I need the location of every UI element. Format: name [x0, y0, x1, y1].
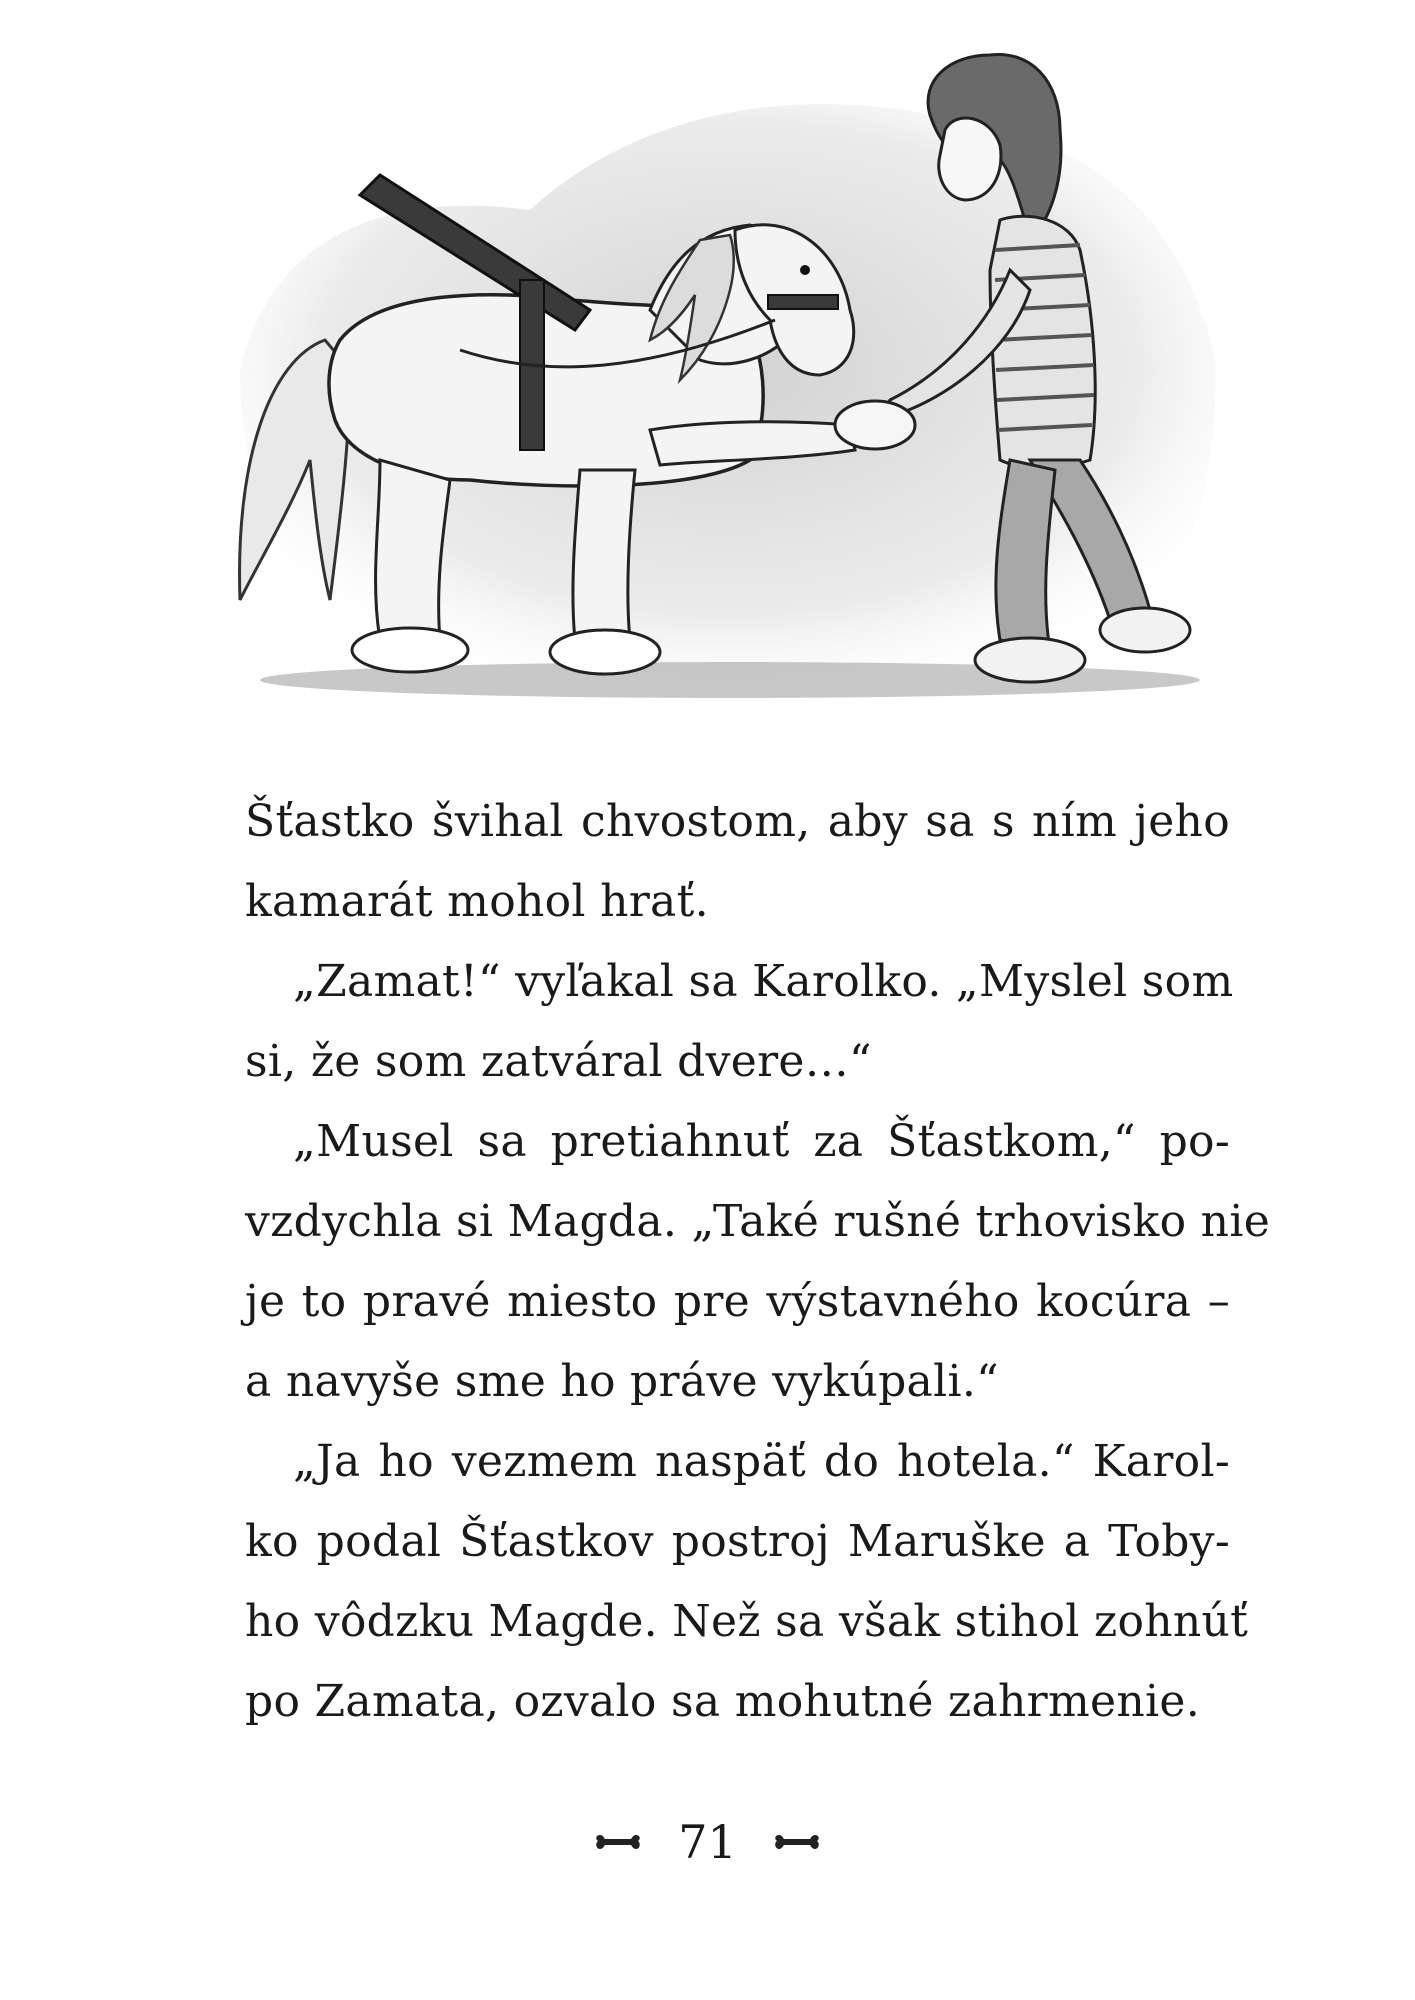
pony-bridle — [768, 295, 838, 309]
pony-and-girl-illustration — [230, 40, 1230, 760]
text-line: „Ja ho vezmem naspäť do hotela.“ Karol- — [293, 1436, 1230, 1487]
paragraph — [245, 782, 1230, 942]
girl-leg-front — [996, 460, 1055, 650]
text-line: ho vôdzku Magde. Než sa však stihol zohnúť — [245, 1596, 1249, 1647]
bone-icon — [773, 1832, 821, 1852]
paragraph — [245, 1102, 1271, 1422]
paragraph — [245, 942, 1234, 1102]
bone-icon — [594, 1832, 642, 1852]
text-line: kamarát mohol hrať. — [245, 876, 709, 927]
pony-front-leg — [573, 470, 635, 640]
pony-shoe-back — [352, 628, 468, 672]
text-line: Šťastko švihal chvostom, aby sa s ním jeho — [245, 796, 1230, 847]
text-line: ko podal Šťastkov postroj Maruške a Toby- — [245, 1516, 1230, 1567]
text-line: „Zamat!“ vyľakal sa Karolko. „Myslel som — [293, 956, 1234, 1007]
pony-shoe-front — [550, 630, 660, 674]
text-line: a navyše sme ho práve vykúpali.“ — [245, 1356, 999, 1407]
text-line: po Zamata, ozvalo sa mohutné zahrmenie. — [245, 1676, 1201, 1727]
pony-eye — [800, 265, 810, 275]
text-line: vzdychla si Magda. „Také rušné trhovisko nie — [245, 1196, 1271, 1247]
page-body-text — [245, 782, 1271, 1742]
girl-shoe-front — [975, 638, 1085, 682]
text-line: si, že som zatváral dvere…“ — [245, 1036, 872, 1087]
girl-shoe-back — [1100, 608, 1190, 652]
pony-back-leg — [376, 460, 450, 640]
girl-held-treat — [835, 401, 915, 449]
text-line: „Musel sa pretiahnuť za Šťastkom,“ po- — [293, 1116, 1230, 1167]
page-footer — [0, 1808, 1415, 1872]
girl-face — [939, 118, 1001, 200]
text-line: je to pravé miesto pre výstavného kocúra – — [245, 1276, 1230, 1327]
paragraph — [245, 1422, 1249, 1742]
page-number: 71 — [678, 1815, 737, 1869]
